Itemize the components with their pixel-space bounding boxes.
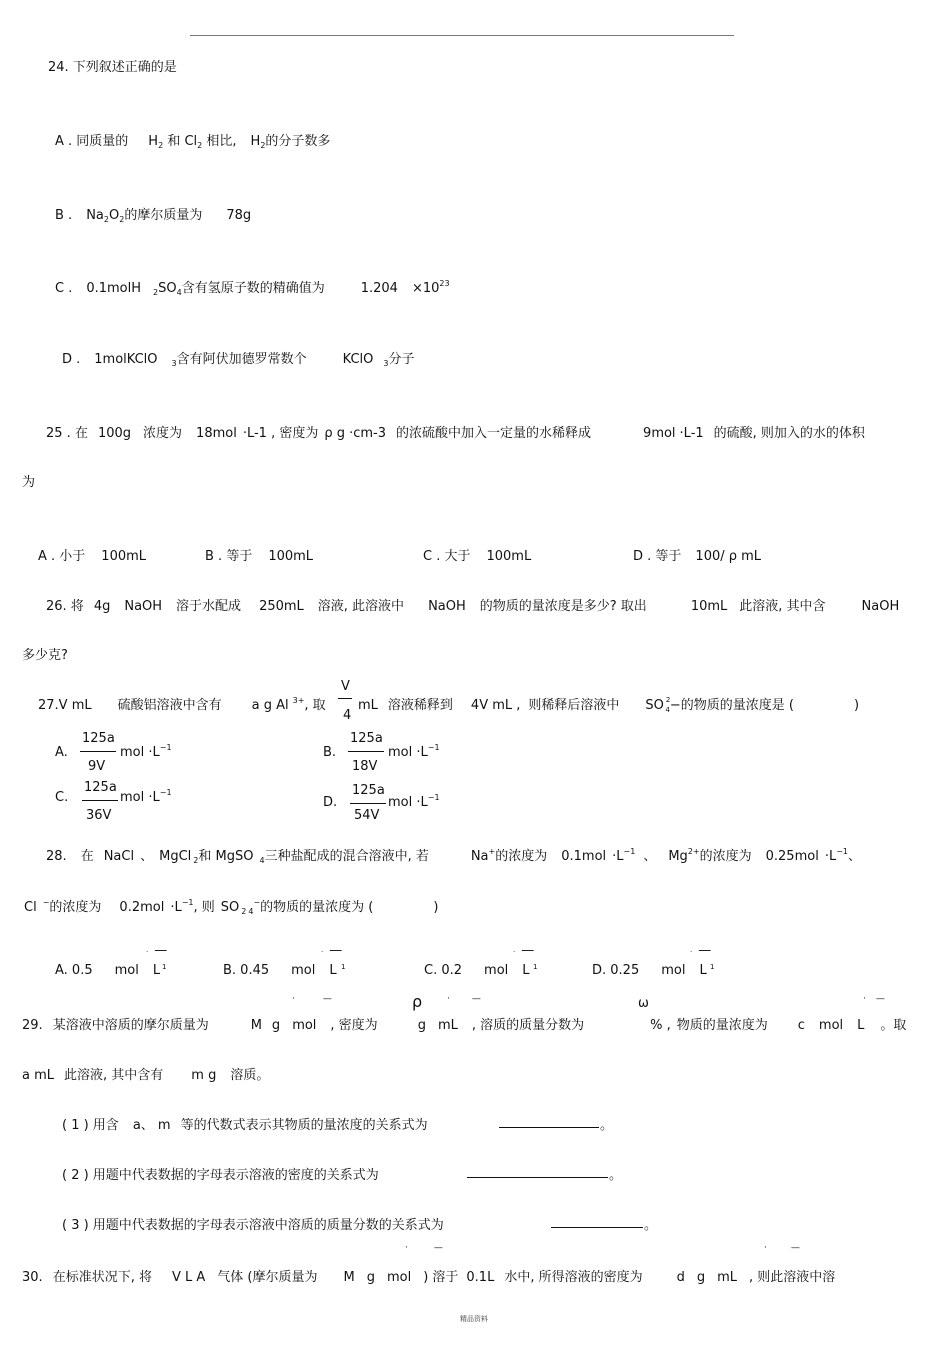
page-footer: 精品资料 <box>460 1315 488 1323</box>
q27-frac-numerator: V <box>341 679 350 694</box>
q27-option-b-num: 125a <box>350 731 383 746</box>
header-rule <box>190 35 734 36</box>
q27-stem-end: mL 溶液稀释到 4V mL , 则稀释后溶液中 SO $^2_4$−的物质的量浓度是 ( ) <box>358 696 860 714</box>
q29-stem: 29. 某溶液中溶质的摩尔质量为 M g mol , 密度为 g mL , 溶质的质量分数为 % , 物质的量浓度为 c mol L 。取 <box>22 1018 907 1033</box>
q25-option-b: B . 等于 100mL <box>205 549 314 564</box>
q24-option-c: C . 0.1molH $_2SO_4$含有氢原子数的精确值为 $1.204 \times 10^{23}$ <box>55 279 450 297</box>
q30-stem: 30. 在标准状况下, 将 V L A 气体 (摩尔质量为 M g mol ) 溶于 0.1L 水中, 所得溶液的密度为 d g mL , 则此溶液中溶 <box>22 1270 836 1285</box>
q27-option-a-unit: mol $\cdot L^{-1}$ <box>120 743 172 760</box>
q28-option-b: B. 0.45 mol L <box>223 963 337 978</box>
q27-option-c-unit: mol $\cdot L^{-1}$ <box>120 788 172 805</box>
q29-blank-3[interactable] <box>551 1227 643 1228</box>
q27-option-a-line <box>80 751 116 752</box>
q29-exp-mark-2: · — <box>447 994 481 1004</box>
q27-option-c-label: C. <box>55 790 69 805</box>
q29-sub-3: ( 3 ) 用题中代表数据的字母表示溶液中溶质的质量分数的关系式为 <box>62 1218 444 1233</box>
q28-option-a-exp: · — 1 <box>146 943 168 971</box>
q27-option-b-unit: mol $\cdot L^{-1}$ <box>388 743 440 760</box>
q28-option-d: D. 0.25 mol L <box>592 963 707 978</box>
q25-stem: 25 . 在 100g 浓度为 18mol ·L-1 , 密度为 ρ g ·cm-3 的浓硫酸中加入一定量的水稀释成 9mol ·L-1 的硫酸, 则加入的水的体积 <box>46 426 865 441</box>
q27-option-a-num: 125a <box>82 731 115 746</box>
q28-option-c-exp: · — 1 <box>513 943 538 971</box>
q27-option-b-den: 18V <box>352 759 378 774</box>
q27-option-a-den: 9V <box>88 759 106 774</box>
q29-sub-1: ( 1 ) 用含 a、 m 等的代数式表示其物质的量浓度的关系式为 <box>62 1118 428 1133</box>
q30-exp-mark-2: · — <box>764 1243 800 1253</box>
q27-option-d-line <box>350 803 386 804</box>
q24-option-d: D . 1molKClO $_3$含有阿伏加德罗常数个 KClO $_3$分子 <box>62 352 415 368</box>
q27-option-c-line <box>82 800 118 801</box>
q26-stem: 26. 将 4g NaOH 溶于水配成 250mL 溶液, 此溶液中 NaOH 的物质的量浓度是多少? 取出 10mL 此溶液, 其中含 NaOH <box>46 599 900 614</box>
q25-stem-cont: 为 <box>22 475 36 490</box>
q27-frac-denominator: 4 <box>343 708 352 723</box>
q28-option-d-exp: · — 1 <box>690 943 715 971</box>
q29-exp-mark-3: · — <box>863 994 885 1004</box>
q25-option-c: C . 大于 100mL <box>423 549 532 564</box>
q29-sub-2-end: 。 <box>609 1168 623 1183</box>
q26-stem-cont: 多少克? <box>22 648 68 663</box>
q29-rho-symbol: ρ <box>412 992 423 1011</box>
q27-option-a-label: A. <box>55 745 68 760</box>
q29-omega-symbol: ω <box>638 996 649 1011</box>
q27-option-c-num: 125a <box>84 780 117 795</box>
q27-option-b-line <box>348 751 384 752</box>
q29-blank-2[interactable] <box>467 1177 608 1178</box>
q27-option-d-unit: mol $\cdot L^{-1}$ <box>388 793 440 810</box>
q27-option-b-label: B. <box>323 745 337 760</box>
q29-blank-1[interactable] <box>499 1127 599 1128</box>
q24-option-b: B . $Na_2O_2$的摩尔质量为 78g <box>55 208 252 224</box>
q28-option-c: C. 0.2 mol L <box>424 963 530 978</box>
q28-stem-cont: Cl −的浓度为 $0.2mol \cdot L^{-1}$, 则 SO $_2$ $_4$−的物质的量浓度为 ( ) <box>24 898 439 916</box>
q27-stem-start: 27.V mL 硫酸铝溶液中含有 a g Al $^{3+}$, 取 <box>38 696 326 713</box>
q27-option-d-num: 125a <box>352 783 385 798</box>
q29-sub-2: ( 2 ) 用题中代表数据的字母表示溶液的密度的关系式为 <box>62 1168 379 1183</box>
q25-option-a: A . 小于 100mL <box>38 549 147 564</box>
q28-stem: 28. 在 NaCl 、 MgCl $_2$和 MgSO $_4$三种盐配成的混合溶液中, 若 Na+的浓度为 $0.1mol \cdot L^{-1}$ 、 $Mg^{2+}$的浓度为 $0.25mol \cdot L^{-1}$、 <box>46 847 861 865</box>
q29-sub-1-end: 。 <box>600 1118 614 1133</box>
q30-exp-mark-1: · — <box>405 1243 443 1253</box>
q28-option-a: A. 0.5 mol L <box>55 963 161 978</box>
q29-exp-mark-1: · — <box>292 994 332 1004</box>
q25-option-d: D . 等于 100/ ρ mL <box>633 549 762 564</box>
q29-stem-cont: a mL 此溶液, 其中含有 m g 溶质。 <box>22 1068 270 1083</box>
q29-sub-3-end: 。 <box>644 1218 658 1233</box>
q27-option-d-label: D. <box>323 795 338 810</box>
q27-option-d-den: 54V <box>354 808 380 823</box>
q27-option-c-den: 36V <box>86 808 112 823</box>
q24-stem: 24. 下列叙述正确的是 <box>48 60 177 75</box>
q24-option-a: A . 同质量的 $H_2$ 和 $Cl_2$ 相比, $H_2$的分子数多 <box>55 134 331 150</box>
q28-option-b-exp: · — 1 <box>321 943 346 971</box>
q27-frac-line <box>338 698 352 699</box>
